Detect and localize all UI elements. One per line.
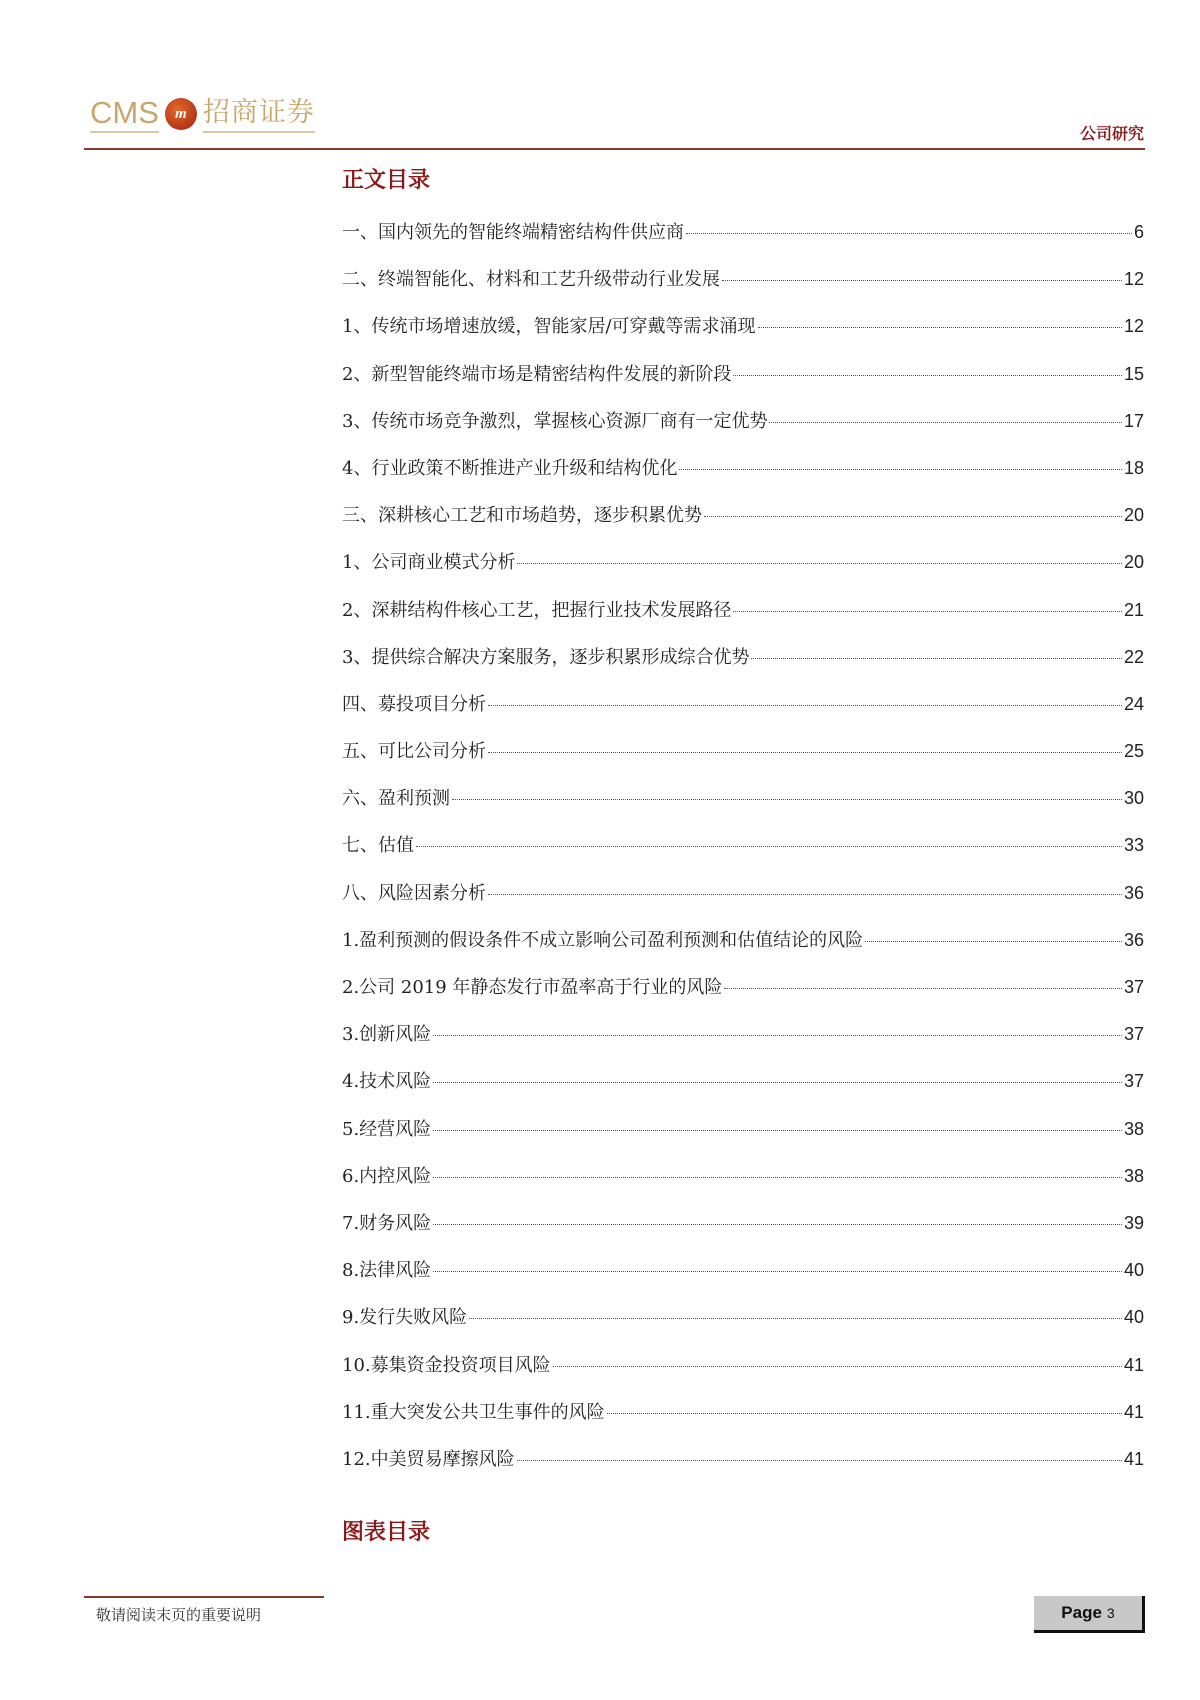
toc-entry-page: 12: [1123, 269, 1144, 290]
toc-leader-dots: [433, 1035, 1122, 1036]
toc-entry[interactable]: [342, 265, 1144, 312]
toc-leader-dots: [758, 327, 1122, 328]
toc-entry-label: 2、新型智能终端市场是精密结构件发展的新阶段: [342, 363, 732, 385]
table-of-contents: [342, 218, 1144, 1492]
toc-entry-label: 三、深耕核心工艺和市场趋势，逐步积累优势: [342, 505, 702, 527]
toc-entry-label: 七、估值: [342, 835, 414, 857]
toc-entry[interactable]: [342, 1445, 1144, 1492]
toc-title: 正文目录: [342, 167, 431, 193]
cms-logo: [90, 95, 315, 133]
toc-entry-label: 3.创新风险: [342, 1024, 432, 1046]
toc-leader-dots: [488, 705, 1122, 706]
toc-entry-label: 2、深耕结构件核心工艺，把握行业技术发展路径: [342, 599, 732, 621]
toc-leader-dots: [607, 1413, 1122, 1414]
toc-leader-dots: [433, 1177, 1122, 1178]
toc-entry-page: 37: [1123, 1024, 1144, 1045]
toc-leader-dots: [769, 422, 1122, 423]
logo-en: CMS: [90, 95, 159, 133]
toc-entry[interactable]: [342, 1162, 1144, 1209]
toc-entry[interactable]: [342, 926, 1144, 973]
toc-entry-page: 39: [1123, 1212, 1144, 1233]
toc-leader-dots: [751, 658, 1122, 659]
toc-entry[interactable]: [342, 407, 1144, 454]
toc-entry-label: 四、募投项目分析: [342, 693, 486, 715]
toc-entry[interactable]: [342, 973, 1144, 1020]
toc-leader-dots: [733, 611, 1122, 612]
toc-entry-label: 7.财务风险: [342, 1212, 432, 1234]
toc-entry-page: 18: [1123, 457, 1144, 478]
logo-seal-icon: m: [165, 98, 197, 130]
toc-leader-dots: [704, 516, 1122, 517]
toc-entry-label: 12.中美贸易摩擦风险: [342, 1448, 515, 1470]
toc-entry-label: 3、提供综合解决方案服务，逐步积累形成综合优势: [342, 646, 750, 668]
toc-entry-label: 二、终端智能化、材料和工艺升级带动行业发展: [342, 269, 720, 291]
toc-leader-dots: [733, 375, 1122, 376]
page-label: Page: [1061, 1603, 1102, 1622]
page-number-badge: [1034, 1596, 1145, 1633]
toc-entry[interactable]: [342, 1115, 1144, 1162]
toc-entry-page: 36: [1123, 929, 1144, 950]
toc-entry-label: 8.法律风险: [342, 1260, 432, 1282]
toc-entry-page: 41: [1123, 1448, 1144, 1469]
toc-entry-label: 9.发行失败风险: [342, 1307, 468, 1329]
toc-leader-dots: [553, 1366, 1122, 1367]
toc-leader-dots: [416, 846, 1122, 847]
toc-entry[interactable]: [342, 1398, 1144, 1445]
toc-entry-label: 6.内控风险: [342, 1165, 432, 1187]
toc-entry-label: 1.盈利预测的假设条件不成立影响公司盈利预测和估值结论的风险: [342, 929, 864, 951]
toc-entry[interactable]: [342, 501, 1144, 548]
page-number: 3: [1106, 1605, 1115, 1621]
toc-entry[interactable]: [342, 831, 1144, 878]
toc-entry-page: 41: [1123, 1354, 1144, 1375]
toc-entry-page: 15: [1123, 363, 1144, 384]
toc-leader-dots: [433, 1082, 1122, 1083]
toc-leader-dots: [433, 1224, 1122, 1225]
toc-entry-page: 41: [1123, 1401, 1144, 1422]
toc-entry-page: 37: [1123, 1071, 1144, 1092]
toc-entry[interactable]: [342, 784, 1144, 831]
toc-entry-label: 五、可比公司分析: [342, 741, 486, 763]
toc-entry-label: 5.经营风险: [342, 1118, 432, 1140]
toc-entry-page: 25: [1123, 741, 1144, 762]
toc-entry-label: 一、国内领先的智能终端精密结构件供应商: [342, 222, 684, 243]
toc-leader-dots: [517, 1460, 1122, 1461]
toc-entry-label: 六、盈利预测: [342, 788, 450, 810]
toc-entry-page: 33: [1123, 835, 1144, 856]
toc-entry-page: 38: [1123, 1118, 1144, 1139]
toc-entry[interactable]: [342, 643, 1144, 690]
toc-entry-page: 40: [1123, 1307, 1144, 1328]
toc-leader-dots: [452, 799, 1122, 800]
toc-entry-label: 10.募集资金投资项目风险: [342, 1354, 551, 1376]
toc-leader-dots: [433, 1271, 1122, 1272]
toc-leader-dots: [433, 1130, 1122, 1131]
toc-entry-page: 24: [1123, 693, 1144, 714]
toc-entry-label: 1、公司商业模式分析: [342, 552, 516, 574]
toc-entry-label: 4.技术风险: [342, 1071, 432, 1093]
report-category: 公司研究: [1079, 124, 1144, 143]
toc-entry[interactable]: [342, 1351, 1144, 1398]
toc-leader-dots: [488, 752, 1122, 753]
toc-entry-label: 八、风险因素分析: [342, 882, 486, 904]
toc-entry[interactable]: [342, 737, 1144, 784]
toc-entry-label: 3、传统市场竞争激烈，掌握核心资源厂商有一定优势: [342, 410, 768, 432]
toc-entry[interactable]: [342, 596, 1144, 643]
toc-leader-dots: [517, 563, 1122, 564]
toc-entry-page: 6: [1133, 222, 1144, 242]
toc-entry[interactable]: [342, 1256, 1144, 1303]
header-divider: [84, 148, 1145, 150]
toc-entry-page: 12: [1123, 316, 1144, 337]
toc-entry-page: 17: [1123, 410, 1144, 431]
logo-cn: 招商证券: [203, 95, 315, 133]
toc-entry-page: 20: [1123, 505, 1144, 526]
toc-entry-page: 37: [1123, 977, 1144, 997]
toc-leader-dots: [865, 941, 1122, 942]
toc-entry[interactable]: [342, 690, 1144, 737]
footer-disclaimer-note: 敬请阅读末页的重要说明: [96, 1606, 262, 1624]
toc-entry[interactable]: [342, 454, 1144, 501]
toc-leader-dots: [488, 894, 1122, 895]
footer-divider: [84, 1596, 324, 1598]
toc-entry[interactable]: [342, 548, 1144, 595]
toc-entry[interactable]: [342, 1209, 1144, 1256]
toc-entry[interactable]: [342, 879, 1144, 926]
toc-entry-page: 36: [1123, 882, 1144, 903]
toc-leader-dots: [469, 1318, 1122, 1319]
toc-entry-label: 1、传统市场增速放缓，智能家居/可穿戴等需求涌现: [342, 316, 756, 338]
toc-entry-page: 20: [1123, 552, 1144, 573]
toc-entry[interactable]: [342, 1020, 1144, 1067]
toc-entry[interactable]: [342, 1303, 1144, 1350]
toc-leader-dots: [686, 233, 1132, 234]
toc-leader-dots: [679, 469, 1122, 470]
toc-entry-page: 21: [1123, 599, 1144, 620]
toc-leader-dots: [724, 988, 1122, 989]
toc-entry-page: 22: [1123, 646, 1144, 667]
toc-entry-page: 30: [1123, 788, 1144, 809]
toc-leader-dots: [722, 280, 1122, 281]
toc-entry-page: 38: [1123, 1165, 1144, 1186]
figures-toc-title: 图表目录: [342, 1519, 431, 1545]
toc-entry[interactable]: [342, 1067, 1144, 1114]
toc-entry[interactable]: [342, 360, 1144, 407]
toc-entry-label: 11.重大突发公共卫生事件的风险: [342, 1401, 605, 1423]
toc-entry-page: 40: [1123, 1260, 1144, 1281]
toc-entry[interactable]: [342, 218, 1144, 265]
toc-entry-label: 2.公司 2019 年静态发行市盈率高于行业的风险: [342, 977, 723, 998]
toc-entry-label: 4、行业政策不断推进产业升级和结构优化: [342, 457, 678, 479]
toc-entry[interactable]: [342, 312, 1144, 359]
